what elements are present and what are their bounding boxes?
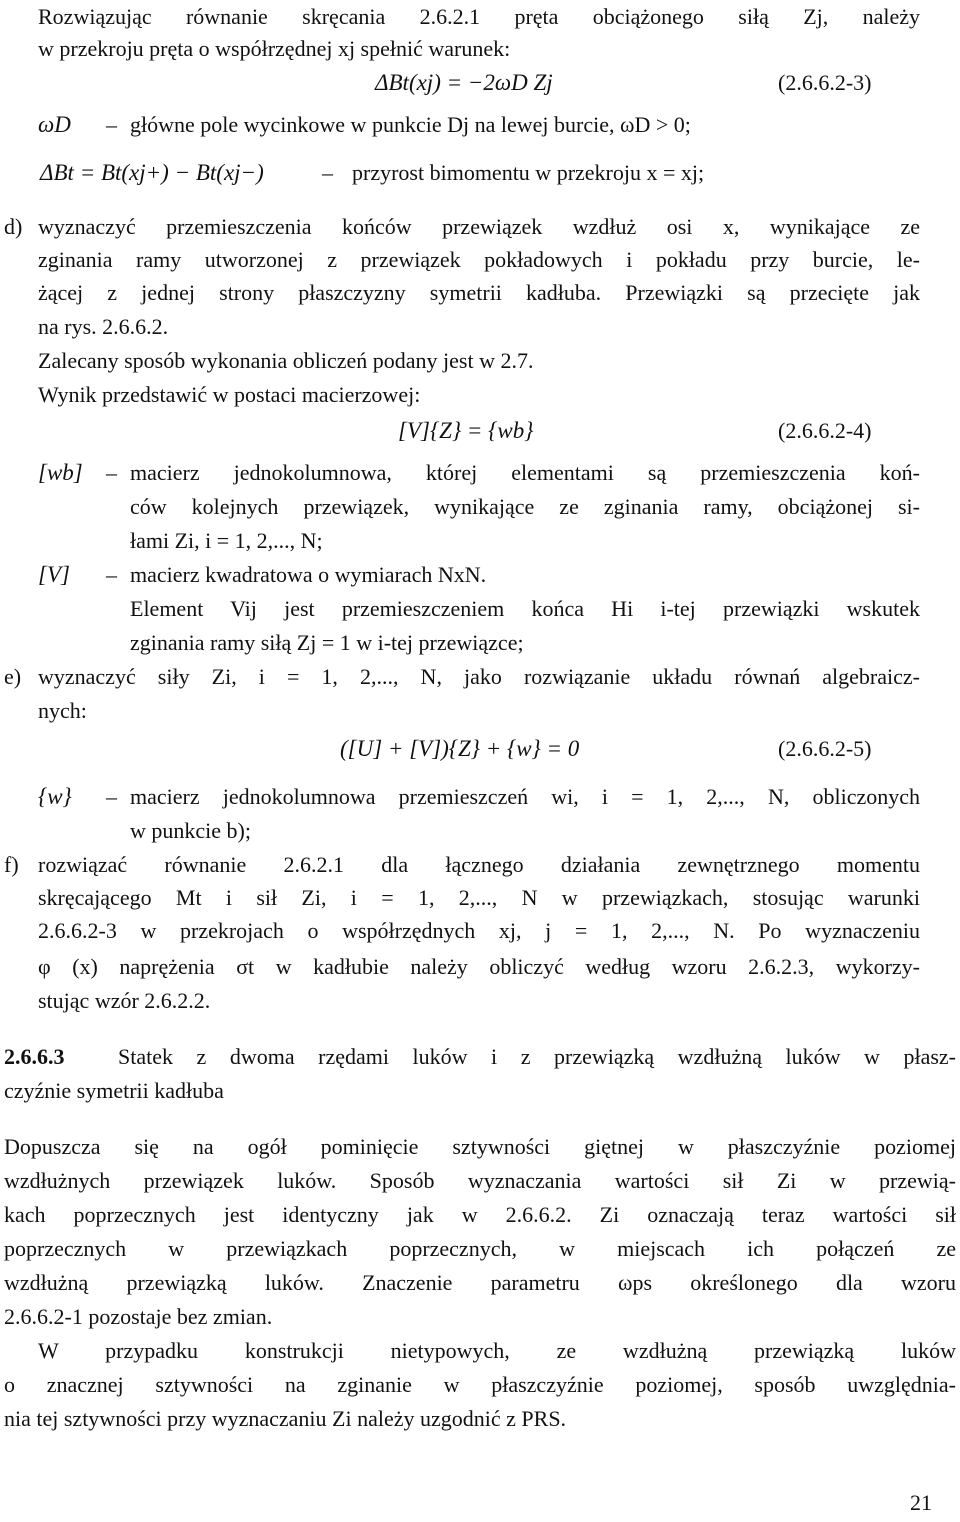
symbol-delta-b: ΔBt = Bt(xj+) − Bt(xj−)	[40, 160, 264, 185]
intro-line-1: Rozwiązując równanie skręcania 2.6.2.1 pręta obciążonego siłą Zj, należy	[38, 4, 920, 29]
definition-dash: –	[106, 460, 117, 485]
item-d-line-6: Wynik przedstawić w postaci macierzowej:	[38, 382, 421, 407]
item-label-e: e)	[4, 664, 22, 689]
equation-formula-3: ΔBt(xj) = −2ωD Zj	[375, 70, 553, 95]
paragraph-1-line-1: Dopuszcza się na ogół pominięcie sztywności giętnej w płaszczyźnie poziomej	[4, 1134, 956, 1159]
equation-number-5: (2.6.6.2-5)	[778, 736, 872, 761]
equation-formula-4: [V]{Z} = {wb}	[398, 418, 534, 443]
section-number: 2.6.6.3	[4, 1044, 65, 1069]
item-f-line-2: skręcającego Mt i sił Zi, i = 1, 2,..., N w przewiązkach, stosując warunki	[38, 885, 920, 910]
equation-formula-5: ([U] + [V]){Z} + {w} = 0	[340, 736, 580, 761]
section-title-line-2: czyźnie symetrii kadłuba	[4, 1078, 224, 1103]
definition-v-line-1: macierz kwadratowa o wymiarach NxN.	[130, 562, 487, 587]
symbol-wb: [wb]	[38, 460, 83, 485]
item-e-line-2: nych:	[38, 698, 87, 723]
definition-dash: –	[322, 160, 333, 185]
section-title-line-1: Statek z dwoma rzędami luków i z przewiązką wzdłużną luków w płasz-	[118, 1044, 956, 1069]
intro-line-2: w przekroju pręta o współrzędnej xj spełnić warunek:	[38, 36, 511, 61]
paragraph-2-line-2: o znacznej sztywności na zginanie w płaszczyźnie poziomej, sposób uwzględnia-	[4, 1372, 956, 1397]
definition-dash: –	[106, 112, 117, 137]
item-d-line-2: zginania ramy utworzonej z przewiązek pokładowych i pokładu przy burcie, le-	[38, 247, 920, 272]
paragraph-1-line-2: wzdłużnych przewiązek luków. Sposób wyznaczania wartości sił Zi w przewią-	[4, 1168, 956, 1193]
item-f-line-1: rozwiązać równanie 2.6.2.1 dla łącznego działania zewnętrznego momentu	[38, 852, 920, 877]
item-d-line-4: na rys. 2.6.6.2.	[38, 314, 169, 339]
item-f-line-3: 2.6.6.2-3 w przekrojach o współrzędnych xj, j = 1, 2,..., N. Po wyznaczeniu	[38, 918, 920, 943]
page-number: 21	[910, 1490, 932, 1515]
paragraph-2-line-1: W przypadku konstrukcji nietypowych, ze wzdłużną przewiązką luków	[38, 1338, 956, 1363]
item-d-line-1: wyznaczyć przemieszczenia końców przewiązek wzdłuż osi x, wynikające ze	[38, 214, 920, 239]
definition-wb-line-3: łami Zi, i = 1, 2,..., N;	[130, 528, 323, 553]
item-d-line-3: żącej z jednej strony płaszczyzny symetrii kadłuba. Przewiązki są przecięte jak	[38, 280, 920, 305]
symbol-w: {w}	[38, 784, 72, 809]
item-e-line-1: wyznaczyć siły Zi, i = 1, 2,..., N, jako rozwiązanie układu równań algebraicz-	[38, 664, 920, 689]
symbol-omega-d: ωD	[38, 112, 71, 137]
definition-dash: –	[106, 562, 117, 587]
symbol-v: [V]	[38, 562, 70, 587]
definition-omega-text: główne pole wycinkowe w punkcie Dj na lewej burcie, ωD > 0;	[130, 112, 691, 137]
definition-dash: –	[106, 784, 117, 809]
equation-number-4: (2.6.6.2-4)	[778, 418, 872, 443]
paragraph-2-line-3: nia tej sztywności przy wyznaczaniu Zi należy uzgodnić z PRS.	[4, 1406, 567, 1431]
definition-wb-line-2: ców kolejnych przewiązek, wynikające ze zginania ramy, obciążonej si-	[130, 494, 920, 519]
item-f-line-5: stując wzór 2.6.2.2.	[38, 988, 211, 1013]
item-f-line-4: φ (x) naprężenia σt w kadłubie należy obliczyć według wzoru 2.6.2.3, wykorzy-	[38, 954, 920, 979]
definition-delta-b-text: przyrost bimomentu w przekroju x = xj;	[352, 160, 705, 185]
item-label-f: f)	[4, 852, 19, 877]
definition-v-line-3: zginania ramy siłą Zj = 1 w i-tej przewiązce;	[130, 630, 524, 655]
definition-w-line-2: w punkcie b);	[130, 818, 251, 843]
paragraph-1-line-3: kach poprzecznych jest identyczny jak w 2.6.6.2. Zi oznaczają teraz wartości sił	[4, 1202, 956, 1227]
definition-wb-line-1: macierz jednokolumnowa, której elementami są przemieszczenia koń-	[130, 460, 920, 485]
equation-number-3: (2.6.6.2-3)	[778, 70, 872, 95]
paragraph-1-line-5: wzdłużną przewiązką luków. Znaczenie parametru ωps określonego dla wzoru	[4, 1270, 956, 1295]
definition-w-line-1: macierz jednokolumnowa przemieszczeń wi, i = 1, 2,..., N, obliczonych	[130, 784, 920, 809]
item-d-line-5: Zalecany sposób wykonania obliczeń podany jest w 2.7.	[38, 348, 534, 373]
paragraph-1-line-4: poprzecznych w przewiązkach poprzecznych, w miejscach ich połączeń ze	[4, 1236, 956, 1261]
paragraph-1-line-6: 2.6.6.2-1 pozostaje bez zmian.	[4, 1304, 273, 1329]
definition-v-line-2: Element Vij jest przemieszczeniem końca Hi i-tej przewiązki wskutek	[130, 596, 920, 621]
item-label-d: d)	[4, 214, 23, 239]
